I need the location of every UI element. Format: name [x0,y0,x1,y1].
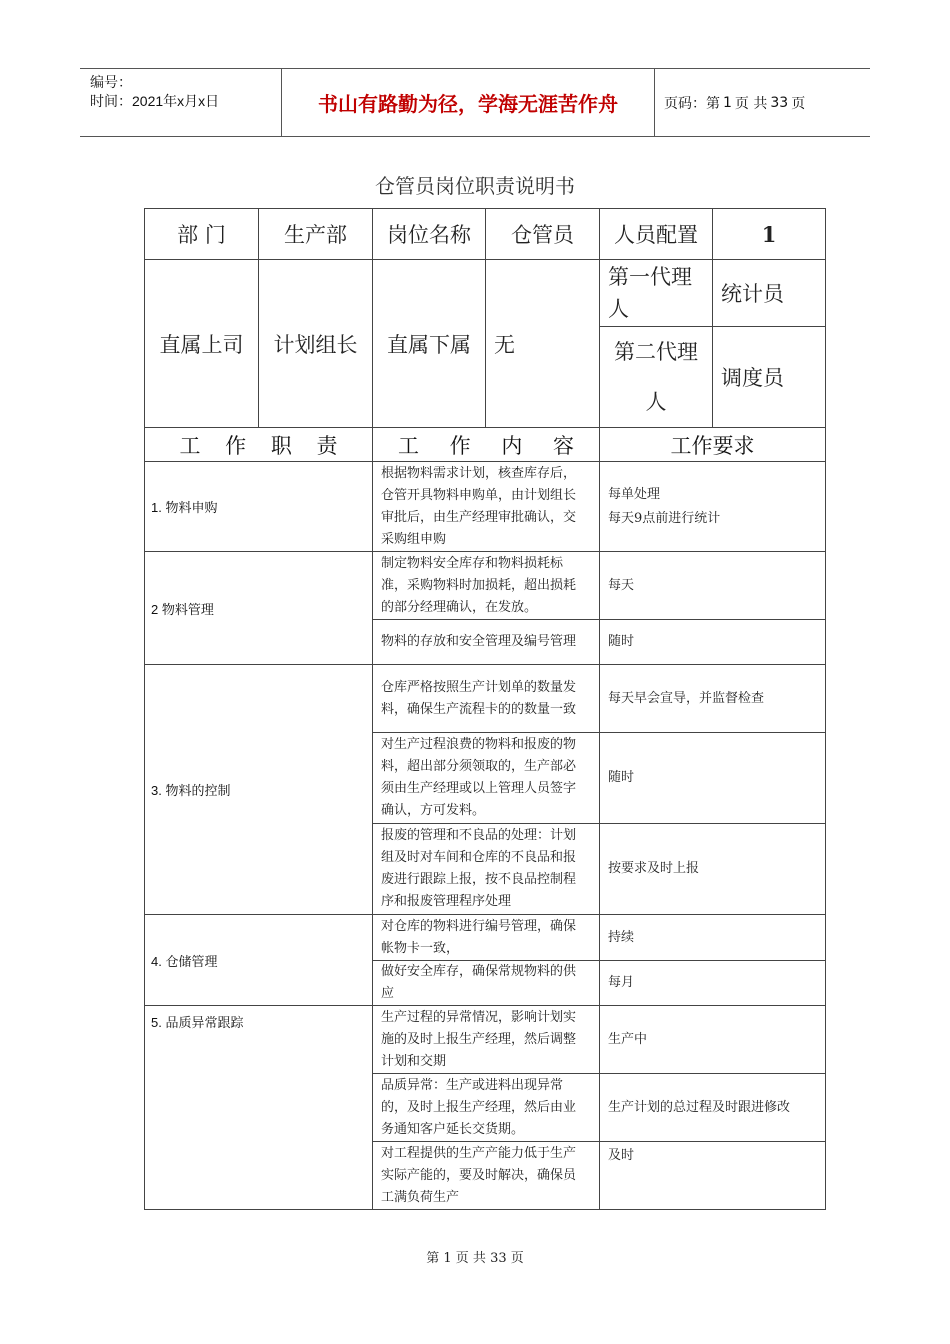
duty-requirement [600,462,826,552]
duty-requirement: 随时 [600,620,826,665]
section-header-row [145,428,826,462]
duty-requirement: 生产中 [600,1006,826,1074]
duty-requirement: 每天 [600,552,826,620]
staffing-label: 人员配置 [600,209,713,260]
table-row [145,552,826,620]
duty-content: 对仓库的物料进行编号管理，确保帐物卡一致， [373,915,600,961]
duty-requirement: 每月 [600,961,826,1006]
duty-category: 3. 物料的控制 [145,665,373,915]
header-meta [90,73,282,111]
duty-content: 对生产过程浪费的物料和报废的物料，超出部分须领取的，生产部必须由生产经理或以上管理人员签字确认，方可发料。 [373,733,600,824]
page-footer [0,1247,950,1266]
table-row [145,915,826,961]
footer-prefix: 第 [426,1251,440,1266]
requirement-header: 工作要求 [600,428,826,462]
duty-requirement: 每天早会宣导，并监督检查 [600,665,826,733]
page-number: 1 [723,94,732,111]
duty-header: 工 作 职 责 [145,428,373,462]
footer-suffix: 页 [510,1251,524,1266]
requirement-line: 每天9点前进行统计 [608,510,721,526]
duty-content: 生产过程的异常情况，影响计划实施的及时上报生产经理，然后调整计划和交期 [373,1006,600,1074]
time-label: 时间：2021年x月x日 [90,93,220,109]
duty-content: 对工程提供的生产产能力低于生产实际产能的，要及时解决，确保员工满负荷生产 [373,1142,600,1210]
footer-mid: 页 共 [455,1251,486,1266]
agent2-label: 第二代理人 [600,327,713,428]
duty-category: 2 物料管理 [145,552,373,665]
position-value: 仓管员 [486,209,600,260]
position-label: 岗位名称 [373,209,486,260]
page-suffix: 页 [791,95,806,112]
header-motto: 书山有路勤为径，学海无涯苦作舟 [318,92,618,116]
duty-content: 根据物料需求计划，核查库存后，仓管开具物料申购单，由计划组长审批后，由生产经理审批确认，交采购组申购 [373,462,600,552]
duty-category: 5. 品质异常跟踪 [145,1006,373,1210]
header-divider [654,69,655,136]
agent2-value: 调度员 [713,327,826,428]
agent1-value: 统计员 [713,260,826,327]
agent1-label: 第一代理人 [600,260,713,327]
superior-value: 计划组长 [259,260,373,428]
content-header: 工 作 内 容 [373,428,600,462]
duty-requirement: 持续 [600,915,826,961]
page-total: 33 [770,94,789,111]
document-header [80,68,870,137]
duty-content: 制定物料安全库存和物料损耗标准，采购物料时加损耗，超出损耗的部分经理确认，在发放。 [373,552,600,620]
footer-total: 33 [490,1251,507,1266]
duty-content: 品质异常：生产或进料出现异常的，及时上报生产经理，然后由业务通知客户延长交货期。 [373,1074,600,1142]
staffing-value: 1 [713,209,826,260]
page-mid: 页 共 [734,95,768,112]
table-row [145,665,826,733]
duty-requirement: 生产计划的总过程及时跟进修改 [600,1074,826,1142]
duty-requirement: 及时 [600,1142,826,1210]
duty-content: 仓库严格按照生产计划单的数量发料，确保生产流程卡的的数量一致 [373,665,600,733]
table-row [145,260,826,327]
duty-content: 报废的管理和不良品的处理：计划组及时对车间和仓库的不良品和报废进行跟踪上报，按不良品控制程序和报废管理程序处理 [373,824,600,915]
page-prefix: 页码：第 [664,95,720,112]
document-title: 仓管员岗位职责说明书 [375,174,575,198]
table-row [145,1006,826,1074]
requirement-line: 每单处理 [608,486,661,502]
dept-label: 部 门 [145,209,259,260]
duty-category: 1. 物料申购 [145,462,373,552]
duty-requirement: 按要求及时上报 [600,824,826,915]
duty-content: 物料的存放和安全管理及编号管理 [373,620,600,665]
subordinate-value: 无 [486,260,600,428]
duty-category: 4. 仓储管理 [145,915,373,1006]
dept-value: 生产部 [259,209,373,260]
header-page-info [664,69,808,136]
table-row [145,462,826,552]
table-row [145,209,826,260]
footer-page: 1 [443,1251,452,1266]
duty-content: 做好安全库存，确保常规物料的供应 [373,961,600,1006]
subordinate-label: 直属下属 [373,260,486,428]
job-description-table [144,208,826,1210]
duty-requirement: 随时 [600,733,826,824]
serial-label: 编号： [90,74,132,90]
superior-label: 直属上司 [145,260,259,428]
